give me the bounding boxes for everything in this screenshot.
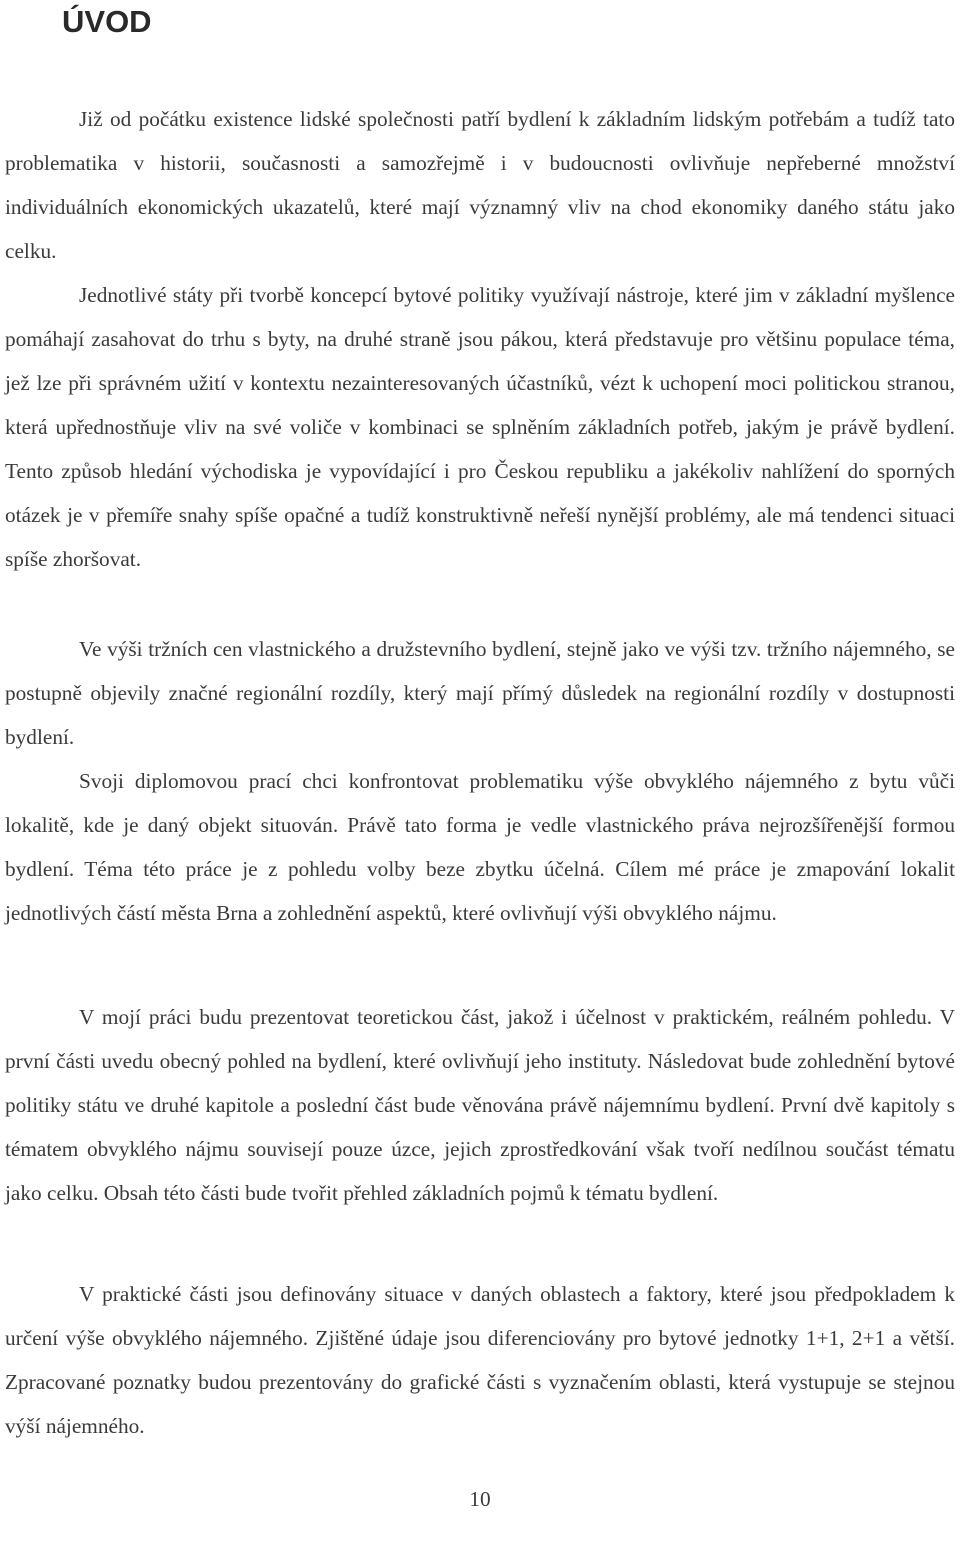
paragraph-regional-differences: Ve výši tržních cen vlastnického a družstevního bydlení, stejně jako ve výši tzv. tržního nájemného, se postupně objevily značné regionální rozdíly, který mají přímý důsledek na regionální rozdíly v dostupnosti bydlení. [5, 637, 955, 749]
paragraph-theoretical-part: V mojí práci budu prezentovat teoretickou část, jakož i účelnost v praktickém, reálném pohledu. V první části uvedu obecný pohled na bydlení, které ovlivňují jeho instituty. Následovat bude zohlednění bytové politiky státu ve druhé kapitole a poslední část bude věnována právě nájemnímu bydlení. První dvě kapitoly s tématem obvyklého nájmu souvisejí pouze úzce, jejich zprostředkování však tvoří nedílnou součást tématu jako celku. Obsah této části bude tvořit přehled základních pojmů k tématu bydlení. [5, 1005, 955, 1205]
section-heading: ÚVOD [62, 4, 152, 39]
paragraph-housing-policy: Jednotlivé státy při tvorbě koncepcí bytové politiky využívají nástroje, které jim v základní myšlence pomáhají zasahovat do trhu s byty, na druhé straně jsou pákou, která představuje pro většinu populace téma, jež lze při správném užití v kontextu nezainteresovaných účastníků, vézt k uchopení moci politickou stranou, která upřednostňuje vliv na své voliče v kombinaci se splněním základních potřeb, jakým je právě bydlení. Tento způsob hledání východiska je vypovídající i pro Českou republiku a jakékoliv nahlížení do sporných otázek je v přemíře snahy spíše opačné a tudíž konstruktivně neřeší nynější problémy, ale má tendenci situaci spíše zhoršovat. [5, 283, 955, 571]
paragraph-practical-part: V praktické části jsou definovány situace v daných oblastech a faktory, které jsou předpokladem k určení výše obvyklého nájemného. Zjištěné údaje jsou diferenciovány pro bytové jednotky 1+1, 2+1 a větší. Zpracované poznatky budou prezentovány do grafické části s vyznačením oblasti, která vystupuje se stejnou výší nájemného. [5, 1282, 955, 1438]
paragraph-intro: Již od počátku existence lidské společnosti patří bydlení k základním lidským potřebám a tudíž tato problematika v historii, současnosti a samozřejmě i v budoucnosti ovlivňuje nepřeberné množství individuálních ekonomických ukazatelů, které mají významný vliv na chod ekonomiky daného státu jako celku. [5, 107, 955, 263]
page-number: 10 [469, 1487, 491, 1511]
paragraph-thesis-goal: Svoji diplomovou prací chci konfrontovat problematiku výše obvyklého nájemného z bytu vůči lokalitě, kde je daný objekt situován. Právě tato forma je vedle vlastnického práva nejrozšířenější formou bydlení. Téma této práce je z pohledu volby beze zbytku účelná. Cílem mé práce je zmapování lokalit jednotlivých částí města Brna a zohlednění aspektů, které ovlivňují výši obvyklého nájmu. [5, 769, 955, 925]
